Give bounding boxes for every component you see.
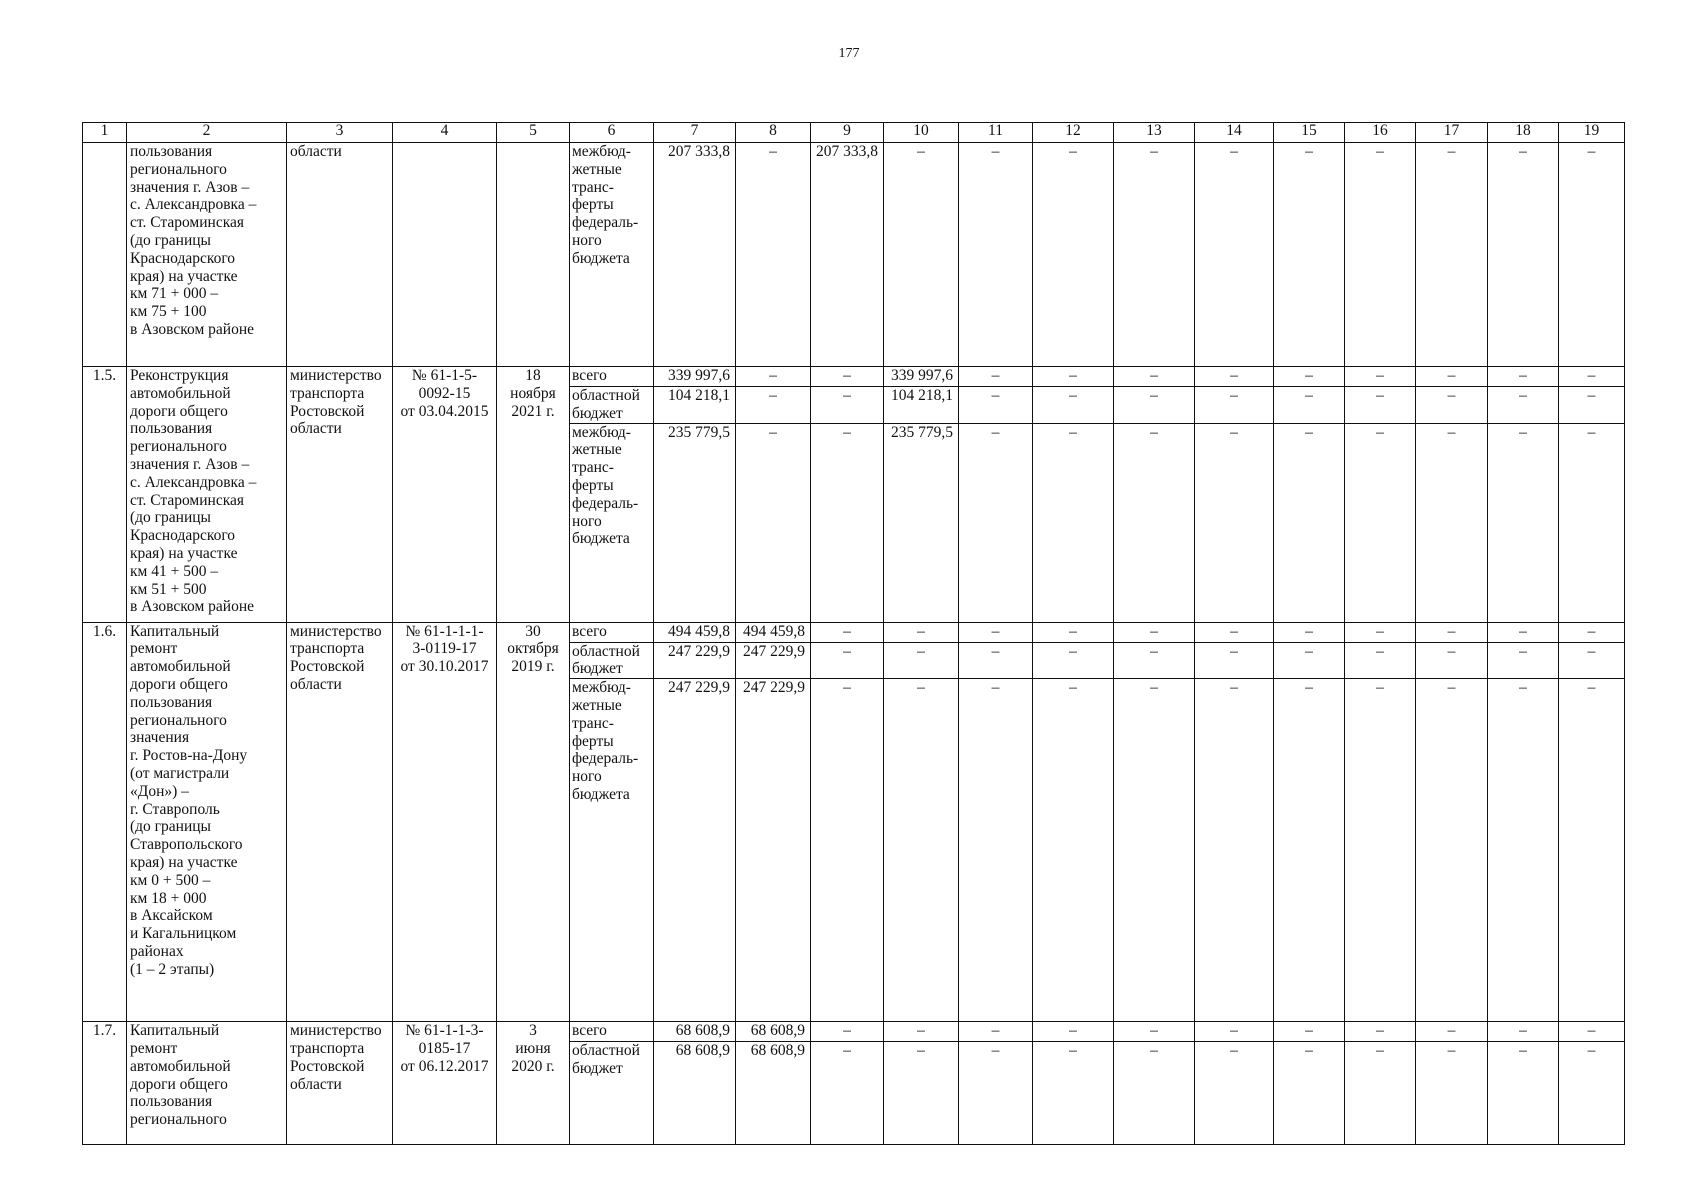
executor-cell: министерство транспорта Ростовской области bbox=[287, 622, 393, 1022]
column-number-cell: 12 bbox=[1033, 123, 1114, 143]
value-cell: – bbox=[1033, 387, 1114, 424]
value-cell: 68 608,9 bbox=[654, 1042, 736, 1145]
value-cell: – bbox=[1559, 1042, 1625, 1145]
value-cell: – bbox=[1114, 1022, 1195, 1042]
funding-source-cell: межбюд- жетные транс- ферты федераль- ного бюджета bbox=[570, 679, 654, 1022]
value-cell: – bbox=[1195, 143, 1274, 367]
value-cell: – bbox=[884, 622, 959, 642]
funding-source-cell: областной бюджет bbox=[570, 387, 654, 424]
value-cell: 235 779,5 bbox=[654, 423, 736, 622]
funding-row bbox=[83, 622, 1625, 642]
column-number-cell: 3 bbox=[287, 123, 393, 143]
value-cell: – bbox=[1345, 642, 1416, 679]
value-cell: – bbox=[1033, 367, 1114, 387]
value-cell: – bbox=[811, 622, 884, 642]
value-cell: – bbox=[736, 387, 811, 424]
value-cell: – bbox=[1488, 387, 1559, 424]
value-cell: – bbox=[1559, 679, 1625, 1022]
value-cell: – bbox=[1488, 143, 1559, 367]
value-cell: – bbox=[1488, 622, 1559, 642]
value-cell: – bbox=[1559, 622, 1625, 642]
value-cell: – bbox=[1488, 1022, 1559, 1042]
value-cell: – bbox=[1195, 642, 1274, 679]
value-cell: – bbox=[736, 367, 811, 387]
value-cell: – bbox=[1559, 423, 1625, 622]
value-cell: – bbox=[1345, 1022, 1416, 1042]
funding-source-cell: всего bbox=[570, 1022, 654, 1042]
column-number-cell: 10 bbox=[884, 123, 959, 143]
value-cell: – bbox=[1033, 1042, 1114, 1145]
value-cell: – bbox=[1488, 642, 1559, 679]
object-name-cell: пользования регионального значения г. Азов – с. Александровка – ст. Староминская (до границы Краснодарского края) на участке км 71 + 000 – км 75 + 100 в Азовском районе bbox=[127, 143, 287, 367]
funding-source-cell: областной бюджет bbox=[570, 1042, 654, 1145]
executor-cell: области bbox=[287, 143, 393, 367]
value-cell: – bbox=[1274, 367, 1345, 387]
value-cell: – bbox=[1195, 622, 1274, 642]
value-cell: – bbox=[1488, 423, 1559, 622]
value-cell: – bbox=[1274, 1022, 1345, 1042]
value-cell: – bbox=[1195, 1022, 1274, 1042]
value-cell: – bbox=[1274, 622, 1345, 642]
column-number-cell: 4 bbox=[393, 123, 497, 143]
budget-table bbox=[82, 122, 1625, 1145]
value-cell: – bbox=[959, 387, 1033, 424]
value-cell: – bbox=[1195, 1042, 1274, 1145]
column-number-cell: 13 bbox=[1114, 123, 1195, 143]
column-number-cell: 8 bbox=[736, 123, 811, 143]
value-cell: – bbox=[959, 1042, 1033, 1145]
value-cell: – bbox=[1345, 143, 1416, 367]
column-number-cell: 5 bbox=[497, 123, 570, 143]
value-cell: – bbox=[1274, 679, 1345, 1022]
object-name-cell: Капитальный ремонт автомобильной дороги общего пользования регионального bbox=[127, 1022, 287, 1145]
value-cell: 247 229,9 bbox=[654, 642, 736, 679]
value-cell: – bbox=[1274, 387, 1345, 424]
value-cell: – bbox=[1416, 622, 1488, 642]
value-cell: – bbox=[1345, 1042, 1416, 1145]
value-cell: 68 608,9 bbox=[654, 1022, 736, 1042]
value-cell: – bbox=[1195, 387, 1274, 424]
value-cell: – bbox=[1559, 143, 1625, 367]
value-cell: – bbox=[1416, 679, 1488, 1022]
value-cell: – bbox=[1416, 1022, 1488, 1042]
value-cell: – bbox=[884, 679, 959, 1022]
date-cell bbox=[497, 143, 570, 367]
value-cell: – bbox=[1114, 423, 1195, 622]
value-cell: – bbox=[811, 387, 884, 424]
value-cell: – bbox=[1114, 1042, 1195, 1145]
value-cell: – bbox=[811, 367, 884, 387]
object-name-cell: Капитальный ремонт автомобильной дороги общего пользования регионального значения г. Ростов-на-Дону (от магистрали «Дон») – г. Ставрополь (до границы Ставропольского края) на участке км 0 + 500 – км 18 + 000 в Аксайском и Кагальницком районах (1 – 2 этапы) bbox=[127, 622, 287, 1022]
value-cell: – bbox=[959, 143, 1033, 367]
document-cell: № 61-1-1-3- 0185-17 от 06.12.2017 bbox=[393, 1022, 497, 1145]
value-cell: 247 229,9 bbox=[736, 679, 811, 1022]
value-cell: – bbox=[1345, 679, 1416, 1022]
value-cell: – bbox=[1488, 679, 1559, 1022]
value-cell: – bbox=[1114, 387, 1195, 424]
value-cell: – bbox=[1274, 423, 1345, 622]
funding-source-cell: всего bbox=[570, 622, 654, 642]
funding-source-cell: межбюд- жетные транс- ферты федераль- ного бюджета bbox=[570, 143, 654, 367]
funding-source-cell: областной бюджет bbox=[570, 642, 654, 679]
value-cell: – bbox=[1274, 1042, 1345, 1145]
document-cell: № 61-1-1-1- 3-0119-17 от 30.10.2017 bbox=[393, 622, 497, 1022]
date-cell: 30 октября 2019 г. bbox=[497, 622, 570, 1022]
value-cell: – bbox=[884, 1022, 959, 1042]
value-cell: 494 459,8 bbox=[654, 622, 736, 642]
value-cell: 68 608,9 bbox=[736, 1022, 811, 1042]
value-cell: – bbox=[1033, 642, 1114, 679]
value-cell: – bbox=[1114, 367, 1195, 387]
column-number-cell: 19 bbox=[1559, 123, 1625, 143]
value-cell: – bbox=[1416, 143, 1488, 367]
value-cell: – bbox=[1114, 143, 1195, 367]
date-cell: 18 ноября 2021 г. bbox=[497, 367, 570, 623]
document-cell: № 61-1-5- 0092-15 от 03.04.2015 bbox=[393, 367, 497, 623]
value-cell: – bbox=[1345, 387, 1416, 424]
column-number-cell: 2 bbox=[127, 123, 287, 143]
value-cell: – bbox=[1033, 1022, 1114, 1042]
value-cell: – bbox=[959, 679, 1033, 1022]
value-cell: – bbox=[1345, 622, 1416, 642]
value-cell: – bbox=[1488, 1042, 1559, 1145]
document-cell bbox=[393, 143, 497, 367]
funding-row bbox=[83, 1022, 1625, 1042]
value-cell: – bbox=[1114, 622, 1195, 642]
value-cell: – bbox=[884, 1042, 959, 1145]
column-number-cell: 6 bbox=[570, 123, 654, 143]
value-cell: – bbox=[1345, 367, 1416, 387]
funding-source-cell: межбюд- жетные транс- ферты федераль- ного бюджета bbox=[570, 423, 654, 622]
value-cell: – bbox=[959, 622, 1033, 642]
column-number-cell: 7 bbox=[654, 123, 736, 143]
column-number-cell: 16 bbox=[1345, 123, 1416, 143]
value-cell: – bbox=[1033, 622, 1114, 642]
value-cell: 68 608,9 bbox=[736, 1042, 811, 1145]
funding-row bbox=[83, 367, 1625, 387]
value-cell: 339 997,6 bbox=[884, 367, 959, 387]
value-cell: – bbox=[1114, 679, 1195, 1022]
entry-number-cell bbox=[83, 143, 127, 367]
funding-source-cell: всего bbox=[570, 367, 654, 387]
entry-number-cell: 1.6. bbox=[83, 622, 127, 1022]
value-cell: – bbox=[959, 423, 1033, 622]
column-number-cell: 18 bbox=[1488, 123, 1559, 143]
value-cell: – bbox=[1416, 1042, 1488, 1145]
value-cell: 339 997,6 bbox=[654, 367, 736, 387]
column-number-cell: 17 bbox=[1416, 123, 1488, 143]
value-cell: – bbox=[811, 423, 884, 622]
value-cell: – bbox=[1114, 642, 1195, 679]
value-cell: – bbox=[736, 423, 811, 622]
value-cell: – bbox=[1416, 423, 1488, 622]
date-cell: 3 июня 2020 г. bbox=[497, 1022, 570, 1145]
value-cell: 494 459,8 bbox=[736, 622, 811, 642]
value-cell: – bbox=[736, 143, 811, 367]
continuation-row bbox=[83, 143, 1625, 367]
entry-number-cell: 1.5. bbox=[83, 367, 127, 623]
value-cell: – bbox=[1559, 387, 1625, 424]
column-number-cell: 1 bbox=[83, 123, 127, 143]
column-number-row bbox=[83, 123, 1625, 143]
value-cell: – bbox=[1416, 367, 1488, 387]
value-cell: – bbox=[1559, 1022, 1625, 1042]
column-number-cell: 15 bbox=[1274, 123, 1345, 143]
value-cell: 104 218,1 bbox=[884, 387, 959, 424]
column-number-cell: 11 bbox=[959, 123, 1033, 143]
value-cell: – bbox=[1416, 387, 1488, 424]
value-cell: – bbox=[1195, 367, 1274, 387]
value-cell: – bbox=[1033, 679, 1114, 1022]
value-cell: 247 229,9 bbox=[736, 642, 811, 679]
value-cell: – bbox=[1033, 423, 1114, 622]
executor-cell: министерство транспорта Ростовской области bbox=[287, 1022, 393, 1145]
value-cell: – bbox=[811, 1022, 884, 1042]
value-cell: – bbox=[1416, 642, 1488, 679]
value-cell: – bbox=[959, 1022, 1033, 1042]
value-cell: 104 218,1 bbox=[654, 387, 736, 424]
object-name-cell: Реконструкция автомобильной дороги общего пользования регионального значения г. Азов – с. Александровка – ст. Староминская (до границы Краснодарского края) на участке км 41 + 500 – км 51 + 500 в Азовском районе bbox=[127, 367, 287, 623]
value-cell: 207 333,8 bbox=[654, 143, 736, 367]
value-cell: – bbox=[1033, 143, 1114, 367]
executor-cell: министерство транспорта Ростовской области bbox=[287, 367, 393, 623]
column-number-cell: 14 bbox=[1195, 123, 1274, 143]
column-number-cell: 9 bbox=[811, 123, 884, 143]
value-cell: – bbox=[1195, 423, 1274, 622]
value-cell: – bbox=[811, 1042, 884, 1145]
value-cell: – bbox=[811, 642, 884, 679]
value-cell: – bbox=[1345, 423, 1416, 622]
value-cell: – bbox=[1559, 642, 1625, 679]
entry-number-cell: 1.7. bbox=[83, 1022, 127, 1145]
page-number: 177 bbox=[838, 46, 860, 61]
value-cell: 247 229,9 bbox=[654, 679, 736, 1022]
value-cell: 235 779,5 bbox=[884, 423, 959, 622]
value-cell: – bbox=[1195, 679, 1274, 1022]
value-cell: – bbox=[959, 642, 1033, 679]
value-cell: – bbox=[1488, 367, 1559, 387]
value-cell: – bbox=[959, 367, 1033, 387]
value-cell: – bbox=[1274, 143, 1345, 367]
value-cell: 207 333,8 bbox=[811, 143, 884, 367]
value-cell: – bbox=[884, 143, 959, 367]
value-cell: – bbox=[1274, 642, 1345, 679]
value-cell: – bbox=[1559, 367, 1625, 387]
value-cell: – bbox=[884, 642, 959, 679]
value-cell: – bbox=[811, 679, 884, 1022]
